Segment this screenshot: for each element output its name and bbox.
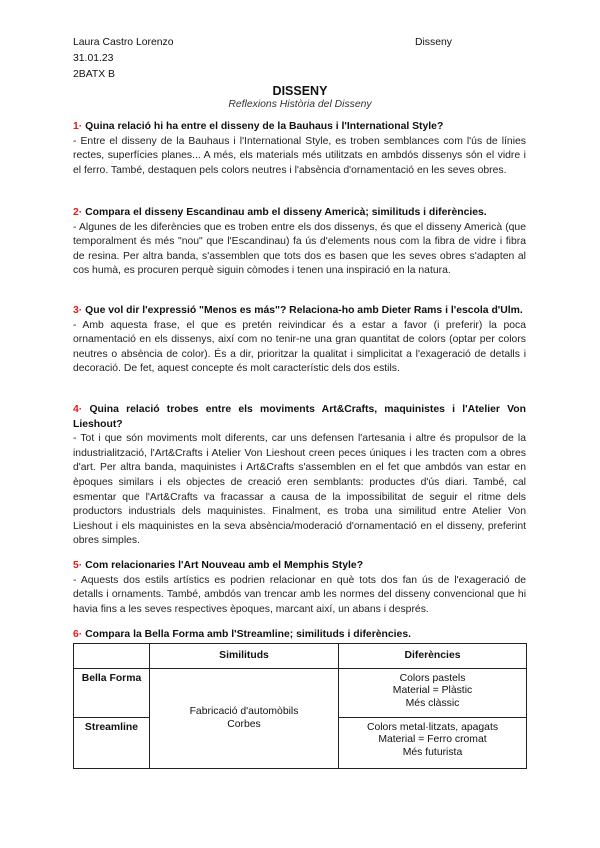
table-row (74, 669, 527, 718)
question-5 (73, 559, 526, 617)
question-heading (73, 403, 526, 432)
question-3 (73, 304, 526, 377)
difference-item: Més clàssic (405, 697, 460, 709)
answer-text: - Algunes de les diferències que es troben entre els dos dissenys, és que el disseny Americà (que temporalment és més "nou" que l'Escandinau) fa ús d'elements nous com la fibra de vidre i fibra de resina. Per altra banda, s'assemblen que tots dos es basen que les seves obres s'adapten al cos humà, es procuren perquè siguin còmodes i tenen una inspiració en la natura. (73, 221, 526, 277)
row-label: Streamline (74, 718, 150, 769)
page-subtitle: Reflexions Història del Disseny (228, 99, 372, 110)
question-heading (73, 120, 526, 135)
class-group: 2BATX B (73, 69, 115, 80)
table-header-similarities: Similituds (150, 644, 339, 669)
question-text: Quina relació hi ha entre el disseny de la Bauhaus i l'International Style? (85, 121, 444, 132)
author-name: Laura Castro Lorenzo (73, 37, 174, 48)
question-number: 6· (73, 629, 83, 640)
question-text: Compara la Bella Forma amb l'Streamline; similituds i diferències. (85, 629, 411, 640)
similarity-item: Fabricació d'automòbils (189, 706, 299, 718)
question-text: Que vol dir l'expressió "Menos es más"? Relaciona-ho amb Dieter Rams i l'escola d'Ulm. (85, 305, 523, 316)
table-header-empty (74, 644, 150, 669)
answer-text: - Entre el disseny de la Bauhaus i l'International Style, es troben semblances com l'ús de línies rectes, superfícies planes... A més, els materials més utilitzats en ambdós dissenys són el vidre i el ferro. També, destaquen pels colors neutres i l'absència d'ornamentació en les seves obres. (73, 135, 526, 176)
row-label: Bella Forma (74, 669, 150, 718)
similarities-cell (150, 669, 339, 769)
difference-item: Material = Plàstic (392, 685, 473, 697)
question-4 (73, 403, 526, 549)
answer-text: - Amb aquesta frase, el que es pretén reivindicar és a estar a favor (i preferir) la poca ornamentació en els dissenys, així com no tenir-ne una gran quantitat de colors (optar per colors neutres o absència de color). És a dir, prioritzar la qualitat i simplicitat a l'exageració de detalls i decoració. De fet, aquest concepte és molt característic dels dos estils. (73, 319, 526, 375)
question-text: Quina relació trobes entre els moviments Art&Crafts, maquinistes i l'Atelier Von Lieshout? (73, 404, 526, 430)
table-header-differences: Diferències (339, 644, 527, 669)
page-title: DISSENY (272, 84, 328, 98)
difference-item: Colors pastels (399, 673, 466, 684)
question-number: 3· (73, 305, 83, 316)
question-heading (73, 206, 526, 221)
question-2 (73, 206, 526, 279)
difference-item: Més futurista (402, 746, 463, 758)
table-header-row (74, 644, 527, 669)
question-number: 2· (73, 207, 83, 218)
subject: Disseny (415, 37, 452, 48)
differences-cell (339, 669, 527, 718)
answer-text: - Aquests dos estils artístics es podrien relacionar en què tots dos fan ús de l'exageració de detalls i ornaments. També, ambdós van trencar amb les normes del disseny convencional que hi havia fins a les seves respectives èpoques, marcant així, un abans i després. (73, 574, 526, 615)
date: 31.01.23 (73, 53, 114, 64)
question-heading (73, 628, 526, 643)
difference-item: Material = Ferro cromat (378, 734, 487, 746)
question-text: Com relacionaries l'Art Nouveau amb el Memphis Style? (85, 560, 364, 571)
differences-cell (339, 718, 527, 769)
question-6 (73, 628, 526, 643)
question-number: 4· (73, 404, 83, 415)
question-heading (73, 559, 526, 574)
question-number: 5· (73, 560, 83, 571)
question-text: Compara el disseny Escandinau amb el disseny Americà; similituds i diferències. (85, 207, 487, 218)
answer-text: - Tot i que són moviments molt diferents, car uns defensen l'artesania i altre és propulsor de la industrialització, l'Art&Crafts i Atelier Von Lieshout creen peces úniques i les tracten com a obres d'art. Per altra banda, maquinistes i Art&Crafts s'assemblen en el fet que ambdós van estar en èpoques similars i els objectes de creació eren semblants: productes d'ús diari. També, cal esmentar que l'Art&Crafts va fracassar a causa de la impossibilitat de seguir el ritme dels productors industrials dels maquinistes. Finalment, es troba una similitud entre Atelier Von Lieshout i els maquinistes en la seva absència/moderació d'ornamentació en el disseny, preferint obres simples. (73, 433, 526, 547)
difference-item: Colors metal·litzats, apagats (366, 722, 499, 733)
comparison-table (73, 643, 527, 769)
question-heading (73, 304, 526, 319)
question-1 (73, 120, 526, 178)
question-number: 1· (73, 121, 83, 132)
similarity-item: Corbes (227, 718, 261, 730)
